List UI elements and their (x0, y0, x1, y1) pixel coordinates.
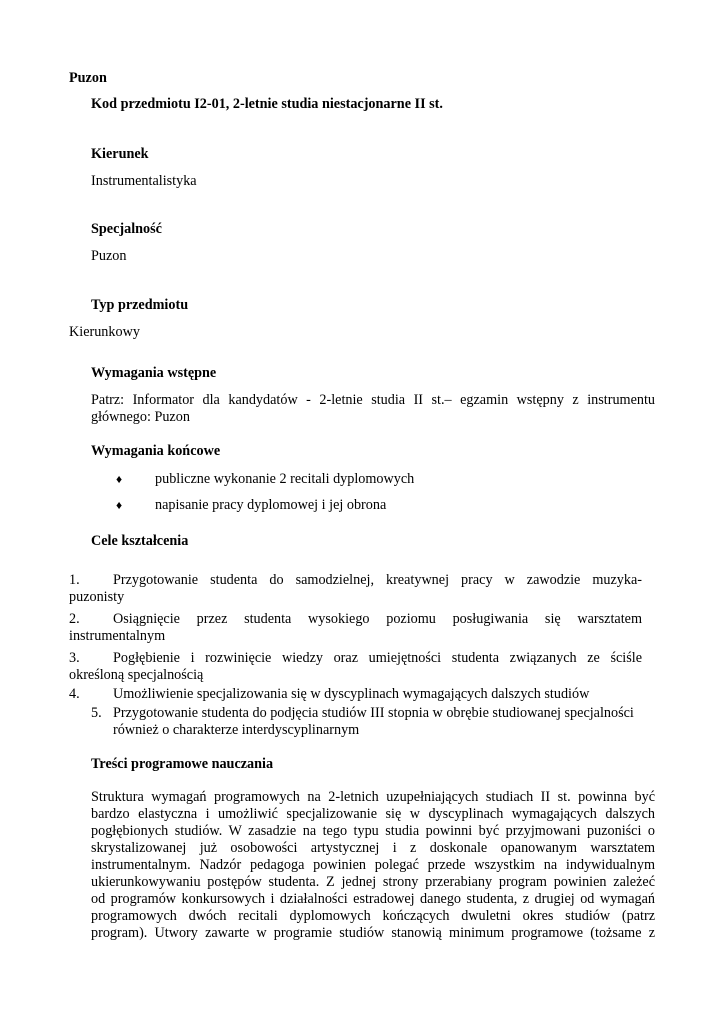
list-item-continuation: określoną specjalnością (69, 667, 204, 683)
paragraph-line: Struktura wymagań programowych na 2-letnich uzupełniających studiach II st. powinna być (91, 789, 655, 805)
list-item: Pogłębienie i rozwinięcie wiedzy oraz umiejętności studenta związanych ze ściśle (113, 650, 642, 666)
value-specjalnosc: Puzon (91, 248, 127, 264)
list-number: 5. (91, 705, 102, 721)
list-item-continuation: również o charakterze interdyscyplinarnym (113, 722, 360, 738)
list-item: Przygotowanie studenta do podjęcia studiów III stopnia w obrębie studiowanej specjalności (113, 705, 634, 721)
list-item: Umożliwienie specjalizowania się w dyscyplinach wymagających dalszych studiów (113, 686, 590, 702)
list-number: 2. (69, 611, 80, 627)
list-item: napisanie pracy dyplomowej i jej obrona (155, 497, 387, 513)
paragraph-line: pogłębionych studiów. W zasadzie na tego typu studia powinni być przyjmowani puzoniści o (91, 823, 655, 839)
diamond-bullet-icon: ♦ (116, 472, 123, 486)
paragraph-line: instrumentalnym. Nadzór pedagoga powinien polegać przede wszystkim na indywidualnym (91, 857, 655, 873)
paragraph-line: od programów konkursowych i działalności estradowej danego studenta, z drugiej od wymagań (91, 891, 655, 907)
paragraph-line: ukierunkowywaniu postępów studenta. Z jednej strony przerabiany program powinien zależeć (91, 874, 655, 890)
list-number: 1. (69, 572, 80, 588)
doc-title: Puzon (69, 70, 107, 86)
heading-wymagania-koncowe: Wymagania końcowe (91, 443, 221, 459)
list-item: Osiągnięcie przez studenta wysokiego poziomu posługiwania się warsztatem (113, 611, 642, 627)
paragraph-line: skrystalizowanej już osobowości artystycznej i z doskonale opanowanym warsztatem (91, 840, 655, 856)
diamond-bullet-icon: ♦ (116, 498, 123, 512)
list-item: Przygotowanie studenta do samodzielnej, kreatywnej pracy w zawodzie muzyka- (113, 572, 642, 588)
heading-wymagania-wstepne: Wymagania wstępne (91, 365, 217, 381)
value-typ: Kierunkowy (69, 324, 140, 340)
value-kierunek: Instrumentalistyka (91, 173, 197, 189)
wymagania-wstepne-line: głównego: Puzon (91, 409, 190, 425)
paragraph-line: program). Utwory zawarte w programie studiów stanowią minimum programowe (tożsame z (91, 925, 655, 941)
list-number: 4. (69, 686, 80, 702)
heading-tresci: Treści programowe nauczania (91, 756, 274, 772)
course-code: Kod przedmiotu I2-01, 2-letnie studia niestacjonarne II st. (91, 96, 443, 112)
list-number: 3. (69, 650, 80, 666)
paragraph-line: programowych dwóch recitali dyplomowych kończących dwuletni okres studiów (patrz (91, 908, 655, 924)
heading-kierunek: Kierunek (91, 146, 149, 162)
heading-specjalnosc: Specjalność (91, 221, 162, 237)
heading-typ: Typ przedmiotu (91, 297, 189, 313)
list-item: publiczne wykonanie 2 recitali dyplomowych (155, 471, 415, 487)
list-item-continuation: puzonisty (69, 589, 125, 605)
heading-cele: Cele kształcenia (91, 533, 189, 549)
list-item-continuation: instrumentalnym (69, 628, 166, 644)
paragraph-line: bardzo elastyczna i umożliwić specjalizowanie się w dyscyplinach wymagających dalszych (91, 806, 655, 822)
wymagania-wstepne-line: Patrz: Informator dla kandydatów - 2-letnie studia II st.– egzamin wstępny z instrumentu (91, 392, 655, 408)
